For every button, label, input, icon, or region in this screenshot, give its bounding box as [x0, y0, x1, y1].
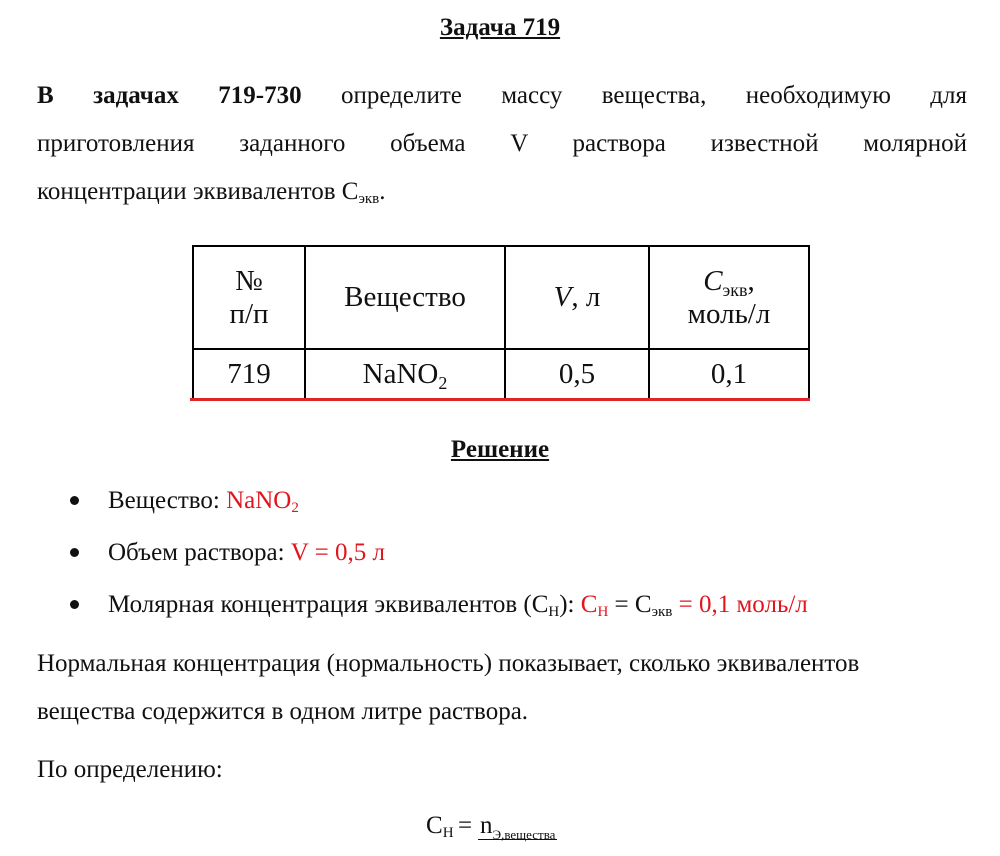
- intro-line-3: [37, 178, 386, 205]
- paragraph1-line2: вещества содержится в одном литре раствора.: [37, 698, 529, 725]
- bullet3-v1-sub: Н: [597, 604, 609, 620]
- header-conc-var: C: [703, 264, 723, 297]
- header-number-line2: п/п: [229, 297, 269, 330]
- cell-substance: [305, 349, 505, 399]
- intro-line3-end: .: [379, 178, 386, 205]
- table-header-row: [193, 246, 809, 349]
- list-item: [70, 582, 808, 634]
- header-conc-sub: экв: [722, 279, 748, 300]
- intro-line3-text: концентрации эквивалентов С: [37, 178, 359, 205]
- bullet1-value-main: NaNO: [226, 487, 292, 514]
- header-concentration: [649, 246, 809, 349]
- bullet1-value-sub: 2: [291, 500, 299, 516]
- formula-num-symbol: n: [480, 812, 493, 839]
- problem-statement: [37, 72, 967, 216]
- bullet-icon: [70, 496, 79, 505]
- header-volume: [505, 246, 649, 349]
- task-table: [192, 245, 810, 400]
- bullet-icon: [70, 600, 79, 609]
- bullet-icon: [70, 548, 79, 557]
- bullet3-v1: С: [580, 591, 598, 618]
- formula-lhs-sub: Н: [442, 825, 454, 841]
- list-item: [70, 478, 808, 530]
- header-number-line1: №: [235, 264, 263, 297]
- header-conc-unit: моль/л: [687, 297, 771, 330]
- cell-number: 719: [193, 349, 305, 399]
- formula-fraction: [478, 812, 557, 843]
- formula-numerator: [478, 812, 557, 840]
- page-title: Задача 719: [439, 14, 561, 41]
- header-substance: Вещество: [305, 246, 505, 349]
- intro-line-1: [37, 72, 967, 120]
- bullet3-label-sub: Н: [548, 604, 560, 620]
- paragraph-normality: [37, 640, 967, 736]
- list-item: [70, 530, 808, 582]
- bullet3-label-end: ):: [559, 591, 581, 618]
- formula-equals: =: [458, 812, 473, 839]
- bullet3-v2: = С: [608, 591, 652, 618]
- cell-concentration: 0,1: [649, 349, 809, 399]
- header-volume-var: V: [553, 281, 572, 313]
- bullet1-value: [226, 487, 299, 514]
- formula-num-sub: Э,вещества: [492, 827, 556, 842]
- formula-lhs: [426, 812, 454, 840]
- cell-substance-sub: 2: [438, 372, 448, 393]
- solution-title: Решение: [450, 436, 550, 463]
- header-number: [193, 246, 305, 349]
- cell-substance-main: NaNO: [362, 357, 439, 390]
- bullet3-label: Молярная концентрация эквивалентов (С: [108, 591, 549, 618]
- header-volume-unit: , л: [571, 281, 601, 313]
- bullet2-value: V = 0,5 л: [290, 539, 385, 566]
- paragraph-definition: По определению:: [37, 756, 223, 783]
- formula-lhs-symbol: С: [426, 812, 443, 839]
- table-underline: [190, 398, 810, 401]
- intro-bold: В задачах 719-730: [37, 82, 302, 109]
- bullet3-v3: = 0,1 моль/л: [672, 591, 808, 618]
- given-list: [70, 478, 808, 634]
- bullet2-label: Объем раствора:: [108, 539, 291, 566]
- bullet3-v2-sub: экв: [651, 604, 673, 620]
- cell-volume: 0,5: [505, 349, 649, 399]
- bullet1-label: Вещество:: [108, 487, 227, 514]
- header-conc-comma: ,: [747, 264, 755, 297]
- table-row: [193, 349, 809, 399]
- intro-line-2: приготовления заданного объема V раствора известной молярной: [37, 130, 967, 157]
- bullet3-value: [581, 591, 808, 618]
- intro-line1-text: определите массу вещества, необходимую для: [341, 82, 968, 109]
- intro-line3-sub: экв: [358, 191, 380, 207]
- paragraph1-line1: Нормальная концентрация (нормальность) показывает, сколько эквивалентов: [37, 650, 860, 677]
